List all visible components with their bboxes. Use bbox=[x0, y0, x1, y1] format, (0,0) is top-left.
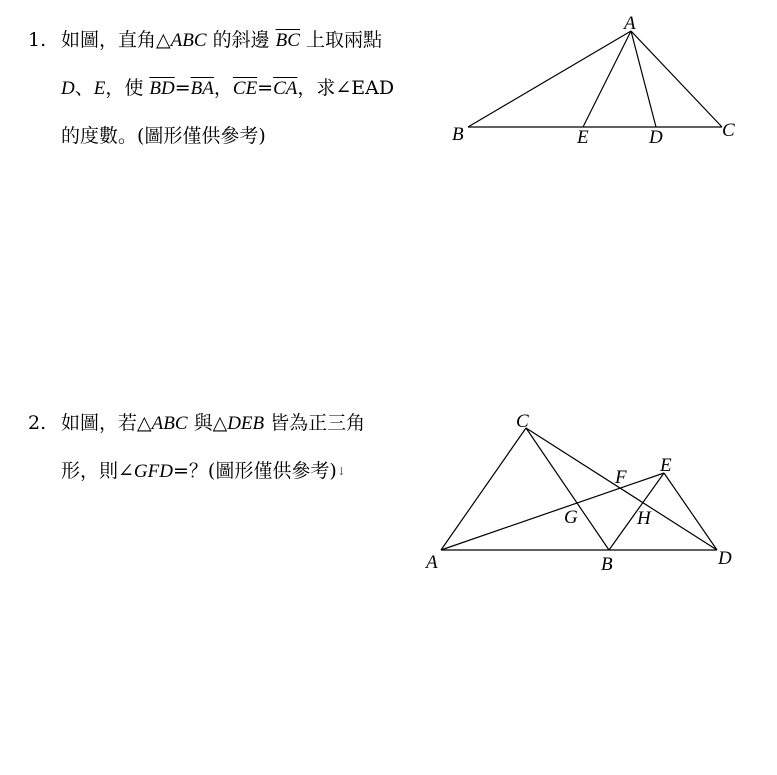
text-segment: 皆為正三角 bbox=[264, 412, 366, 434]
label-d: D bbox=[649, 127, 663, 148]
segment-ba: $\overline{BA}$ bbox=[190, 78, 214, 99]
triangle-deb: DEB bbox=[227, 413, 265, 434]
equals-sign: = bbox=[257, 77, 274, 99]
text-segment: 形，則∠ bbox=[61, 460, 134, 482]
segment-ce: $\overline{CE}$ bbox=[232, 78, 258, 99]
side-ac bbox=[441, 428, 526, 550]
text-segment: 如圖，若 bbox=[61, 412, 138, 434]
segment-bc: $\overline{BC}$ bbox=[275, 30, 300, 51]
text-segment: ，使 bbox=[105, 77, 150, 99]
return-mark: ↓ bbox=[336, 465, 346, 478]
label-c: C bbox=[516, 411, 529, 432]
text-segment: 、 bbox=[74, 77, 94, 99]
label-h: H bbox=[637, 508, 651, 529]
problem-2-number: 2. bbox=[28, 412, 47, 434]
equals-sign: = bbox=[174, 77, 191, 99]
segment-ae bbox=[441, 473, 664, 550]
side-cb bbox=[526, 428, 609, 550]
text-segment: 與 bbox=[187, 412, 213, 434]
label-d: D bbox=[718, 548, 732, 569]
text-segment: ， bbox=[213, 77, 233, 99]
triangle-abc: ABC bbox=[151, 413, 188, 434]
point-e: E bbox=[93, 78, 106, 99]
side-ed bbox=[664, 473, 717, 550]
problem-1-number: 1. bbox=[28, 29, 47, 51]
label-c: C bbox=[722, 120, 735, 141]
text-segment: 的斜邊 bbox=[206, 29, 276, 51]
point-d: D bbox=[61, 78, 75, 99]
label-a: A bbox=[624, 13, 636, 34]
angle-gfd: GFD bbox=[133, 461, 173, 482]
text-segment: =？(圖形僅供參考) bbox=[172, 460, 337, 482]
label-f: F bbox=[615, 467, 627, 488]
triangle-symbol: △ bbox=[156, 29, 171, 51]
label-a: A bbox=[426, 552, 438, 573]
label-b: B bbox=[452, 124, 464, 145]
label-g: G bbox=[564, 507, 578, 528]
problem-1-line-3: 的度數。(圖形僅供參考) bbox=[61, 125, 266, 147]
segment-ca: $\overline{CA}$ bbox=[273, 78, 298, 99]
label-b: B bbox=[601, 554, 613, 575]
label-e: E bbox=[660, 455, 672, 476]
triangle-symbol: △ bbox=[137, 412, 152, 434]
segment-bd: $\overline{BD}$ bbox=[149, 78, 175, 99]
text-segment: 上取兩點 bbox=[299, 29, 382, 51]
label-e: E bbox=[577, 127, 589, 148]
triangle-symbol: △ bbox=[212, 412, 228, 434]
text-segment: 如圖，直角 bbox=[61, 29, 157, 51]
text-segment: ，求∠EAD bbox=[297, 77, 395, 99]
triangle-name: ABC bbox=[170, 30, 207, 51]
